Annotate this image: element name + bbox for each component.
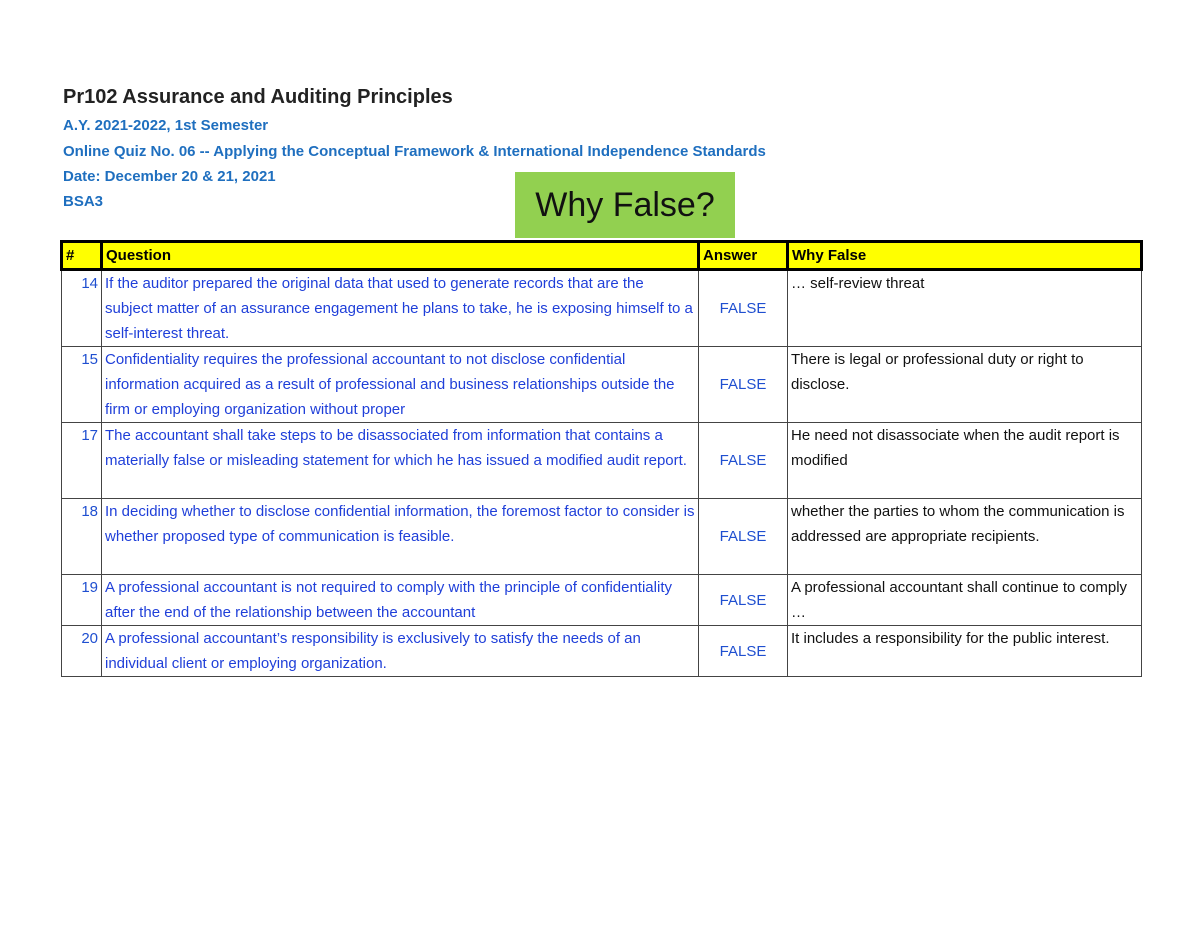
column-header-why-false: Why False xyxy=(788,242,1142,270)
question-text: If the auditor prepared the original data that used to generate records that are the subject matter of an assurance engagement he plans to take, he is exposing himself to a self-interest threat. xyxy=(105,275,693,342)
table-row xyxy=(62,347,1142,423)
table-row xyxy=(62,499,1142,575)
column-header-question: Question xyxy=(102,242,699,270)
row-question xyxy=(102,347,699,423)
table-row xyxy=(62,575,1142,626)
document-title: Pr102 Assurance and Auditing Principles xyxy=(63,86,453,108)
row-why-false: … self-review threat xyxy=(788,270,1142,347)
row-answer: FALSE xyxy=(699,575,788,626)
row-question xyxy=(102,626,699,677)
academic-year: A.Y. 2021-2022, 1st Semester xyxy=(63,117,269,134)
row-answer: FALSE xyxy=(699,347,788,423)
why-false-banner-text: Why False? xyxy=(535,185,715,224)
row-question xyxy=(102,575,699,626)
table-header-row xyxy=(62,242,1142,270)
row-answer: FALSE xyxy=(699,626,788,677)
table-row xyxy=(62,626,1142,677)
row-number: 19 xyxy=(62,575,102,626)
quiz-table xyxy=(60,240,1143,677)
row-why-false: There is legal or professional duty or right to disclose. xyxy=(788,347,1142,423)
row-number: 17 xyxy=(62,423,102,499)
column-header-number: # xyxy=(62,242,102,270)
quiz-date: Date: December 20 & 21, 2021 xyxy=(63,168,276,185)
row-answer: FALSE xyxy=(699,423,788,499)
row-why-false: A professional accountant shall continue to comply … xyxy=(788,575,1142,626)
question-text: A professional accountant is not required to comply with the principle of confidentiality after the end of the relationship between the accountant xyxy=(105,579,672,621)
table-row xyxy=(62,270,1142,347)
section-label: BSA3 xyxy=(63,193,104,210)
row-question xyxy=(102,270,699,347)
question-text: In deciding whether to disclose confidential information, the foremost factor to consider is whether proposed type of communication is feasible. xyxy=(105,503,695,545)
column-header-answer: Answer xyxy=(699,242,788,270)
question-text: The accountant shall take steps to be disassociated from information that contains a materially false or misleading statement for which he has issued a modified audit report. xyxy=(105,427,687,469)
row-answer: FALSE xyxy=(699,270,788,347)
row-why-false: He need not disassociate when the audit report is modified xyxy=(788,423,1142,499)
row-question xyxy=(102,499,699,575)
question-text: A professional accountant’s responsibility is exclusively to satisfy the needs of an individual client or employing organization. xyxy=(105,630,641,672)
row-number: 20 xyxy=(62,626,102,677)
question-text: Confidentiality requires the professional accountant to not disclose confidential information acquired as a result of professional and business relationships outside the firm or employing organization without proper xyxy=(105,351,675,418)
row-why-false: It includes a responsibility for the public interest. xyxy=(788,626,1142,677)
quiz-title: Online Quiz No. 06 -- Applying the Conceptual Framework & International Independence Standards xyxy=(63,143,766,160)
table-row xyxy=(62,423,1142,499)
row-number: 15 xyxy=(62,347,102,423)
row-number: 18 xyxy=(62,499,102,575)
why-false-banner xyxy=(515,172,735,238)
row-why-false: whether the parties to whom the communication is addressed are appropriate recipients. xyxy=(788,499,1142,575)
row-number: 14 xyxy=(62,270,102,347)
row-question xyxy=(102,423,699,499)
row-answer: FALSE xyxy=(699,499,788,575)
